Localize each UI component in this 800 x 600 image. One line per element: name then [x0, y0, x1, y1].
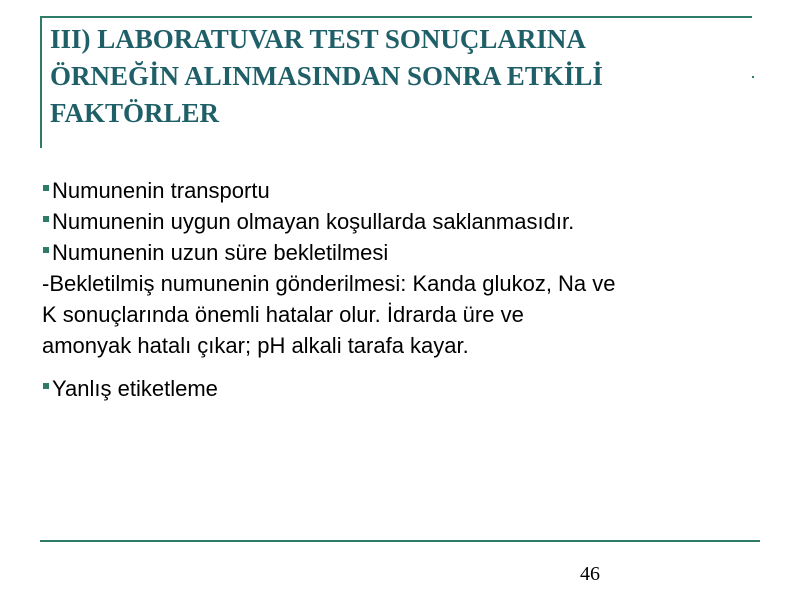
slide-title-line-3: FAKTÖRLER: [50, 98, 220, 128]
square-bullet-icon: [43, 185, 49, 191]
bullet-text-labeling: Yanlış etiketleme: [52, 376, 218, 401]
page-number: 46: [580, 563, 600, 585]
bullet-text-storage: Numunenin uygun olmayan koşullarda saklanmasıdır.: [52, 209, 575, 234]
slide-title: [50, 21, 740, 132]
square-bullet-icon: [43, 247, 49, 253]
paragraph-line-1: -Bekletilmiş numunenin gönderilmesi: Kanda glukoz, Na ve: [42, 271, 616, 296]
left-divider-line: [40, 16, 42, 148]
slide-title-line-2: ÖRNEĞİN ALINMASINDAN SONRA ETKİLİ: [50, 61, 603, 91]
paragraph-line-3: amonyak hatalı çıkar; pH alkali tarafa kayar.: [42, 333, 469, 358]
bullet-item-waiting: [42, 237, 762, 268]
bullet-text-transport: Numunenin transportu: [52, 178, 270, 203]
paragraph-line-2: K sonuçlarında önemli hatalar olur. İdrarda üre ve: [42, 302, 524, 327]
square-bullet-icon: [43, 383, 49, 389]
bottom-divider-line: [40, 540, 760, 542]
square-bullet-icon: [43, 216, 49, 222]
top-divider-line: [40, 16, 752, 18]
decorative-dot: [752, 76, 754, 78]
bullet-item-labeling: [42, 373, 762, 404]
bullet-text-waiting: Numunenin uzun süre bekletilmesi: [52, 240, 389, 265]
bullet-item-transport: [42, 175, 762, 206]
content-spacer: [42, 361, 762, 373]
bullet-item-storage: [42, 206, 762, 237]
slide-content: [42, 175, 762, 404]
slide-title-line-1: III) LABORATUVAR TEST SONUÇLARINA: [50, 24, 586, 54]
